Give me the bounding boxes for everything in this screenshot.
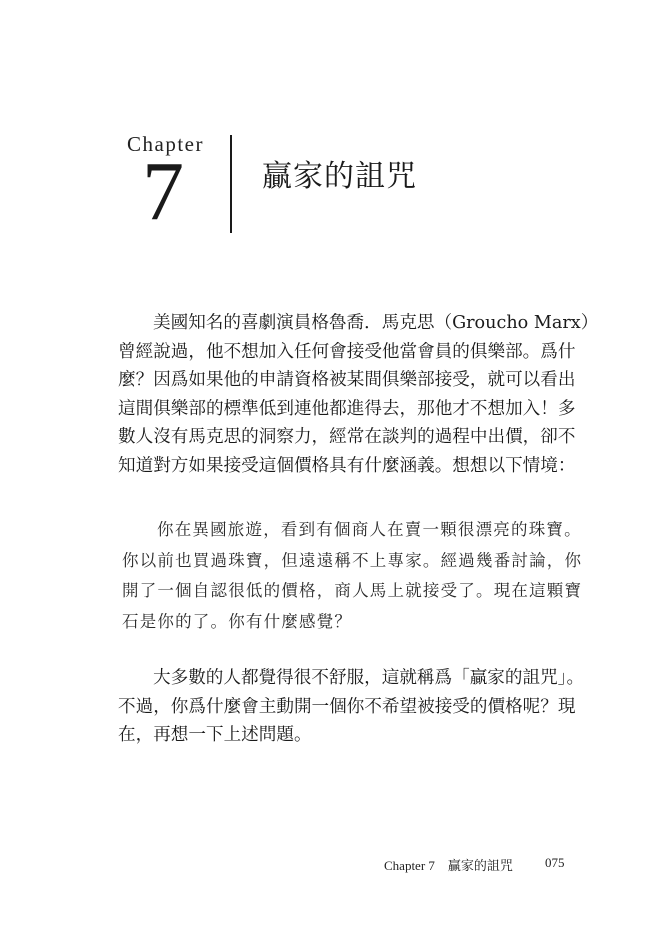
paragraph-line: 麼？因爲如果他的申請資格被某間俱樂部接受，就可以看出: [118, 370, 576, 390]
paragraph-line: 曾經說過，他不想加入任何會接受他當會員的俱樂部。爲什: [118, 341, 576, 362]
page-number: 075: [545, 855, 565, 870]
quote-line: 你以前也買過珠寶，但遠遠稱不上專家。經過幾番討論，你: [122, 550, 583, 570]
chapter-label: Chapter: [127, 132, 204, 156]
paragraph-line: 知道對方如果接受這個價格具有什麼涵義。想想以下情境：: [118, 455, 576, 476]
paragraph-line: 不過，你爲什麼會主動開一個你不希望被接受的價格呢？現: [118, 696, 576, 717]
body-paragraph-2: [118, 664, 585, 750]
quote-line: 開了一個自認很低的價格，商人馬上就接受了。現在這顆寶: [122, 581, 583, 600]
paragraph-line: 美國知名的喜劇演員格魯喬．馬克思（Groucho Marx）: [153, 313, 599, 333]
quote-line: 石是你的了。你有什麼感覺？: [122, 611, 353, 631]
chapter-divider: [230, 135, 232, 233]
running-head: Chapter 7 贏家的詛咒: [384, 858, 513, 873]
quote-line: 你在異國旅遊，看到有個商人在賣一顆很漂亮的珠寶。: [157, 520, 582, 539]
chapter-number: 7: [142, 145, 184, 238]
body-paragraph-1: [118, 309, 599, 480]
paragraph-line: 數人沒有馬克思的洞察力，經常在談判的過程中出價，卻不: [118, 427, 576, 447]
chapter-title: 贏家的詛咒: [262, 159, 417, 194]
paragraph-line: 大多數的人都覺得很不舒服，這就稱爲「贏家的詛咒」。: [153, 668, 585, 688]
scenario-quote: [122, 515, 583, 637]
paragraph-line: 這間俱樂部的標準低到連他都進得去，那他才不想加入！多: [118, 398, 576, 419]
paragraph-line: 在，再想一下上述問題。: [118, 725, 312, 745]
